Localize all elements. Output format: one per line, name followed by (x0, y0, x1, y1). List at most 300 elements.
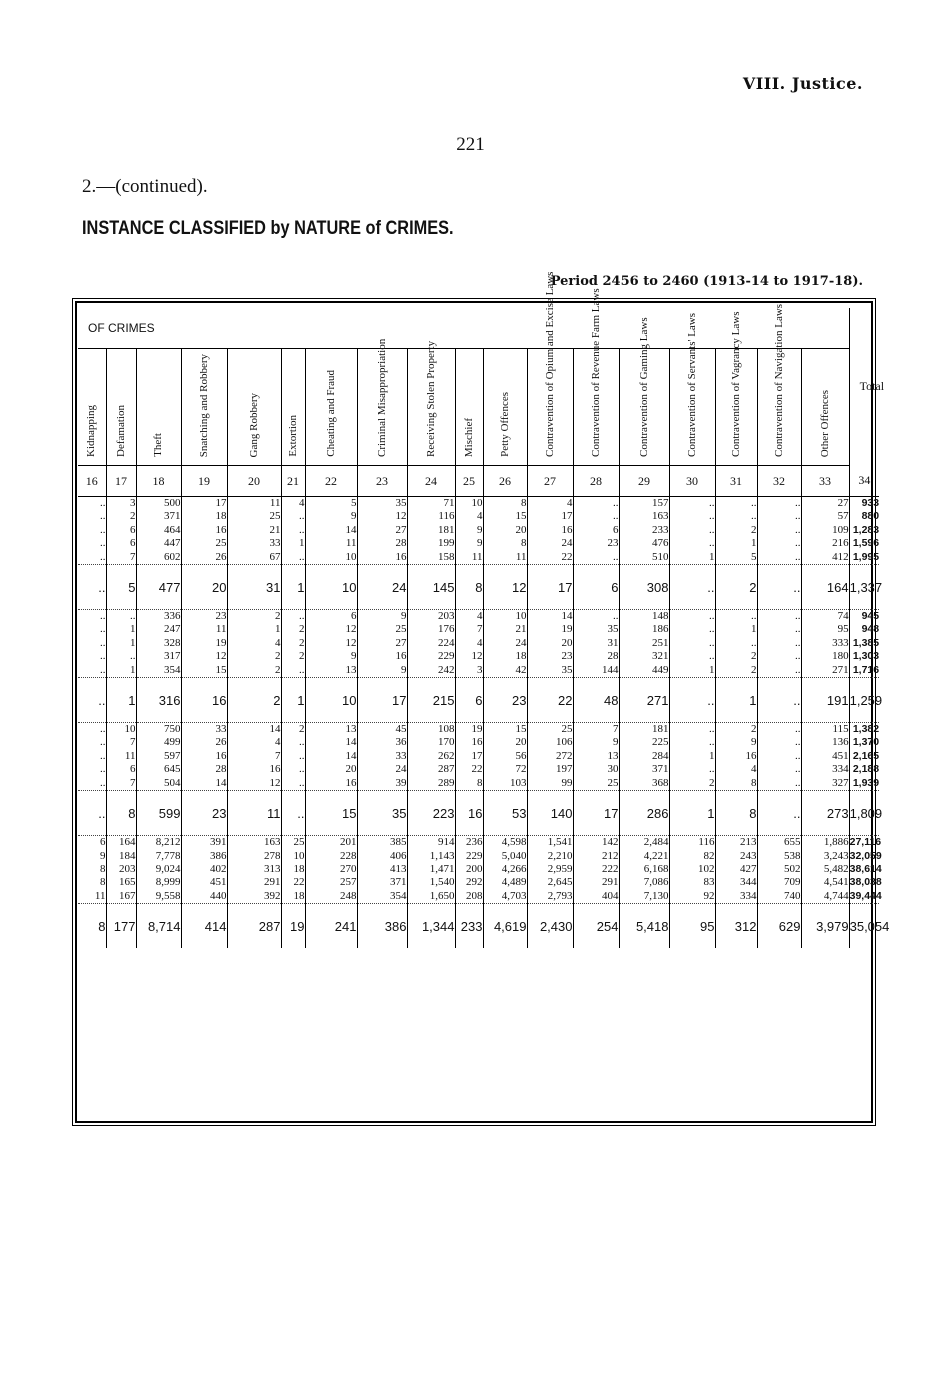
col-header-label: Contravention of Vagrancy Laws (729, 311, 742, 457)
group-label: OF CRIMES (78, 308, 849, 349)
col-number: 27 (527, 466, 573, 497)
data-cell (455, 723, 483, 791)
cell-value: 148 (652, 610, 669, 623)
col-header-label: Receiving Stolen Property (424, 340, 437, 457)
data-cell (136, 610, 181, 678)
cell-value: 25 (269, 510, 281, 523)
cell-value: 8 (521, 537, 527, 550)
cell-value: .. (100, 736, 106, 749)
cell-value: 142 (602, 836, 619, 849)
cell-value: 242 (438, 663, 455, 676)
data-cell (619, 836, 669, 904)
cell-value: 11 (345, 537, 357, 550)
data-cell (227, 497, 281, 565)
cell-value: 28 (395, 537, 407, 550)
summary-cell: .. (669, 565, 715, 610)
cell-value: 251 (652, 636, 669, 649)
data-cell (305, 836, 357, 904)
cell-value: 2 (299, 636, 305, 649)
col-header-contravention-of-servants-laws (669, 312, 715, 466)
summary-cell: 16 (181, 678, 227, 723)
cell-value: 2 (299, 723, 305, 736)
cell-value: 15 (515, 723, 527, 736)
summary-cell: 2,430 (527, 904, 573, 949)
cell-value: 8,999 (155, 876, 181, 889)
data-cell (78, 723, 106, 791)
cell-value: 212 (602, 849, 619, 862)
cell-value: 233 (652, 523, 669, 536)
cell-value: 176 (438, 623, 455, 636)
cell-value: 7 (477, 623, 483, 636)
col-header-mischief (455, 349, 483, 466)
cell-value: 12 (345, 636, 357, 649)
col-header-label: Other Offences (818, 389, 831, 457)
cell-value: 7 (275, 749, 281, 762)
cell-value: 4 (477, 610, 483, 623)
summary-cell: .. (78, 565, 106, 610)
cell-value: 284 (652, 749, 669, 762)
cell-value: .. (130, 610, 136, 623)
cell-value: 1,283 (852, 523, 880, 536)
cell-value: 4,744 (823, 889, 849, 902)
cell-value: 945 (861, 610, 880, 623)
cell-value: 144 (602, 663, 619, 676)
cell-value: 499 (164, 736, 181, 749)
cell-value: 6 (130, 537, 136, 550)
cell-value: .. (299, 749, 305, 762)
col-header-label: Kidnapping (85, 405, 98, 457)
summary-cell: 312 (715, 904, 757, 949)
cell-value: 1,541 (547, 836, 573, 849)
cell-value: 7 (613, 723, 619, 736)
summary-cell: 223 (407, 791, 455, 836)
cell-value: 28 (607, 650, 619, 663)
cell-value: 13 (607, 749, 619, 762)
cell-value: 170 (438, 736, 455, 749)
cell-value: 392 (264, 889, 281, 902)
cell-value: 2 (275, 650, 281, 663)
data-cell (407, 723, 455, 791)
cell-value: 1 (709, 749, 715, 762)
cell-value: 17 (471, 749, 483, 762)
cell-value: 19 (471, 723, 483, 736)
cell-value: .. (100, 510, 106, 523)
col-header-kidnapping (78, 349, 106, 466)
cell-value: 655 (784, 836, 801, 849)
summary-cell: 5 (106, 565, 136, 610)
summary-cell: 10 (305, 565, 357, 610)
section-title: VIII. Justice. (742, 74, 863, 93)
data-cell (715, 836, 757, 904)
summary-cell: 16 (455, 791, 483, 836)
summary-cell: 1 (669, 791, 715, 836)
cell-value: 10 (471, 497, 483, 509)
cell-value: 10 (124, 723, 136, 736)
summary-cell: 1,337 (849, 565, 879, 610)
data-cell (227, 610, 281, 678)
cell-value: 103 (510, 776, 527, 789)
cell-value: .. (709, 723, 715, 736)
cell-value: .. (100, 776, 106, 789)
cell-value: 451 (210, 876, 227, 889)
data-cell (619, 497, 669, 565)
summary-cell: 17 (357, 678, 407, 723)
cell-value: 2 (751, 663, 757, 676)
cell-value: 1,370 (852, 736, 880, 749)
summary-cell: 273 (801, 791, 849, 836)
cell-value: 247 (164, 623, 181, 636)
col-header-contravention-of-gaming-laws (619, 317, 669, 466)
cell-value: 99 (561, 776, 573, 789)
data-cell (357, 836, 407, 904)
cell-value: 14 (345, 523, 357, 536)
cell-value: 12 (215, 650, 227, 663)
total-header: Total (849, 308, 879, 466)
cell-value: 4,221 (643, 849, 669, 862)
cell-value: 2 (751, 723, 757, 736)
cell-value: 203 (119, 862, 136, 875)
cell-value: .. (795, 663, 801, 676)
col-header-label: Contravention of Revenue Farm Laws (589, 288, 602, 457)
cell-value: 645 (164, 763, 181, 776)
cell-value: 158 (438, 550, 455, 563)
summary-cell: 10 (305, 678, 357, 723)
cell-value: .. (709, 763, 715, 776)
summary-cell: 140 (527, 791, 573, 836)
col-header-label: Mischief (462, 417, 475, 457)
cell-value: 1 (275, 623, 281, 636)
summary-cell: 19 (281, 904, 305, 949)
cell-value: 14 (269, 723, 281, 736)
cell-value: 74 (837, 610, 849, 623)
cell-value: 1 (709, 663, 715, 676)
cell-value: 385 (390, 836, 407, 849)
cell-value: 9 (751, 736, 757, 749)
cell-value: 4 (275, 736, 281, 749)
col-header-theft (136, 349, 181, 466)
cell-value: 184 (119, 849, 136, 862)
cell-value: 354 (390, 889, 407, 902)
cell-value: 10 (293, 849, 305, 862)
cell-value: 200 (466, 862, 483, 875)
data-cell (669, 836, 715, 904)
cell-value: 5 (751, 550, 757, 563)
col-header-contravention-of-navigation-laws (757, 303, 801, 466)
cell-value: 9,024 (155, 862, 181, 875)
summary-cell: 316 (136, 678, 181, 723)
summary-row (78, 565, 879, 610)
summary-cell: 22 (527, 678, 573, 723)
cell-value: .. (709, 497, 715, 509)
col-header-contravention-of-revenue-farm-laws (573, 288, 619, 466)
cell-value: 7 (130, 736, 136, 749)
col-header-label: Defamation (114, 405, 127, 457)
cell-value: 10 (515, 610, 527, 623)
cell-value: 163 (264, 836, 281, 849)
cell-value: 4 (567, 497, 573, 509)
period-caption: Period 2456 to 2460 (1913-14 to 1917-18). (550, 274, 863, 289)
cell-value: 11 (215, 623, 227, 636)
col-number: 29 (619, 466, 669, 497)
cell-value: 9 (351, 510, 357, 523)
cell-value: 292 (466, 876, 483, 889)
data-cell (669, 610, 715, 678)
data-cell (357, 723, 407, 791)
summary-cell: 8 (106, 791, 136, 836)
data-cell (715, 497, 757, 565)
data-cell (801, 836, 849, 904)
summary-row (78, 678, 879, 723)
cell-value: 12 (269, 776, 281, 789)
cell-value: 447 (164, 537, 181, 550)
cell-value: .. (613, 497, 619, 509)
cell-value: 12 (345, 623, 357, 636)
cell-value: 1,886 (823, 836, 849, 849)
cell-value: .. (709, 736, 715, 749)
cell-value: 18 (215, 510, 227, 523)
cell-value: 4 (299, 497, 305, 509)
data-cell (757, 723, 801, 791)
cell-value: 14 (561, 610, 573, 623)
cell-value: 271 (832, 663, 849, 676)
data-cell (757, 610, 801, 678)
cell-value: .. (100, 650, 106, 663)
data-cell (573, 836, 619, 904)
cell-value: 27 (395, 523, 407, 536)
cell-value: 2 (299, 623, 305, 636)
cell-value: 163 (652, 510, 669, 523)
cell-value: 197 (556, 763, 573, 776)
cell-value: 270 (340, 862, 357, 875)
cell-value: 22 (561, 550, 573, 563)
cell-value: 11 (94, 889, 106, 902)
cell-value: 391 (210, 836, 227, 849)
cell-value: 229 (438, 650, 455, 663)
column-number-row (78, 466, 879, 497)
data-cell (483, 836, 527, 904)
cell-value: 4,598 (501, 836, 527, 849)
summary-cell: 286 (619, 791, 669, 836)
cell-value: 602 (164, 550, 181, 563)
summary-cell: 1 (281, 565, 305, 610)
cell-value: 10 (345, 550, 357, 563)
data-cell (455, 610, 483, 678)
col-number: 22 (305, 466, 357, 497)
col-header-defamation (106, 349, 136, 466)
col-number: 17 (106, 466, 136, 497)
cell-value: 328 (164, 636, 181, 649)
cell-value: 229 (466, 849, 483, 862)
cell-value: 13 (345, 663, 357, 676)
summary-cell: 629 (757, 904, 801, 949)
cell-value: .. (795, 550, 801, 563)
cell-value: 1 (130, 663, 136, 676)
summary-row (78, 904, 879, 949)
cell-value: 3,243 (823, 849, 849, 862)
data-cell (181, 723, 227, 791)
cell-value: 208 (466, 889, 483, 902)
summary-cell: 31 (227, 565, 281, 610)
col-header-contravention-of-opium-and-excise-laws (527, 271, 573, 466)
cell-value: 16 (215, 523, 227, 536)
cell-value: 327 (832, 776, 849, 789)
data-cell (801, 610, 849, 678)
data-cell (849, 723, 879, 791)
cell-value: 38,038 (849, 876, 882, 889)
data-cell (407, 610, 455, 678)
cell-value: 20 (515, 523, 527, 536)
col-header-label: Petty Offences (498, 392, 511, 457)
cell-value: 406 (390, 849, 407, 862)
data-cell (181, 610, 227, 678)
summary-cell: 145 (407, 565, 455, 610)
cell-value: 4,541 (823, 876, 849, 889)
col-header-label: Contravention of Servants' Laws (685, 312, 698, 457)
data-cell (106, 836, 136, 904)
summary-cell: 17 (573, 791, 619, 836)
cell-value: 9 (401, 610, 407, 623)
cell-value: 11 (515, 550, 527, 563)
data-cell (619, 610, 669, 678)
data-block-row (78, 836, 879, 904)
summary-cell: 254 (573, 904, 619, 949)
data-cell (619, 723, 669, 791)
cell-value: 6 (100, 836, 106, 849)
cell-value: 2,645 (547, 876, 573, 889)
cell-value: 164 (119, 836, 136, 849)
cell-value: 344 (740, 876, 757, 889)
cell-value: 2,484 (643, 836, 669, 849)
cell-value: .. (100, 537, 106, 550)
cell-value: .. (299, 776, 305, 789)
data-cell (407, 836, 455, 904)
cell-value: 27 (395, 636, 407, 649)
cell-value: 14 (345, 749, 357, 762)
data-cell (455, 836, 483, 904)
cell-value: 17 (215, 497, 227, 509)
cell-value: 157 (652, 497, 669, 509)
cell-value: 427 (740, 862, 757, 875)
summary-cell: 1 (281, 678, 305, 723)
cell-value: 368 (652, 776, 669, 789)
cell-value: 30 (607, 763, 619, 776)
data-cell (483, 497, 527, 565)
cell-value: 1,650 (429, 889, 455, 902)
cell-value: 248 (340, 889, 357, 902)
cell-value: 26 (215, 550, 227, 563)
cell-value: 287 (438, 763, 455, 776)
cell-value: 39 (395, 776, 407, 789)
data-cell (527, 497, 573, 565)
cell-value: .. (100, 623, 106, 636)
cell-value: 510 (652, 550, 669, 563)
cell-value: 25 (561, 723, 573, 736)
cell-value: 6 (130, 763, 136, 776)
col-number: 31 (715, 466, 757, 497)
cell-value: 18 (293, 889, 305, 902)
cell-value: 22 (293, 876, 305, 889)
cell-value: 116 (438, 510, 455, 523)
cell-value: 3 (130, 497, 136, 509)
cell-value: 289 (438, 776, 455, 789)
col-header-label: Cheating and Fraud (324, 370, 337, 457)
cell-value: 502 (784, 862, 801, 875)
data-cell (227, 723, 281, 791)
summary-cell: 48 (573, 678, 619, 723)
summary-cell: 4,619 (483, 904, 527, 949)
cell-value: 21 (515, 623, 527, 636)
cell-value: 57 (837, 510, 849, 523)
cell-value: .. (299, 610, 305, 623)
col-number: 30 (669, 466, 715, 497)
cell-value: .. (100, 610, 106, 623)
cell-value: 20 (345, 763, 357, 776)
cell-value: 6 (130, 523, 136, 536)
cell-value: 222 (602, 862, 619, 875)
data-cell (573, 610, 619, 678)
cell-value: 21 (269, 523, 281, 536)
col-number: 34 (849, 466, 879, 497)
cell-value: .. (100, 723, 106, 736)
col-header-gang-robbery (227, 349, 281, 466)
data-cell (78, 610, 106, 678)
cell-value: 538 (784, 849, 801, 862)
cell-value: 14 (345, 736, 357, 749)
cell-value: .. (709, 636, 715, 649)
summary-cell: 1,344 (407, 904, 455, 949)
cell-value: 500 (164, 497, 181, 509)
cell-value: .. (795, 650, 801, 663)
cell-value: 440 (210, 889, 227, 902)
cell-value: .. (299, 523, 305, 536)
data-cell (181, 836, 227, 904)
group-header-row (78, 308, 879, 349)
cell-value: 32,059 (849, 849, 882, 862)
data-cell (573, 497, 619, 565)
cell-value: 225 (652, 736, 669, 749)
data-cell (801, 723, 849, 791)
cell-value: 224 (438, 636, 455, 649)
summary-cell: 241 (305, 904, 357, 949)
cell-value: 2 (751, 650, 757, 663)
cell-value: 243 (740, 849, 757, 862)
data-cell (757, 836, 801, 904)
cell-value: 333 (832, 636, 849, 649)
col-number: 20 (227, 466, 281, 497)
col-number: 19 (181, 466, 227, 497)
cell-value: 27 (837, 497, 849, 509)
cell-value: 4,266 (501, 862, 527, 875)
cell-value: 1,385 (852, 636, 880, 649)
cell-value: 16 (395, 650, 407, 663)
cell-value: 203 (438, 610, 455, 623)
col-number: 33 (801, 466, 849, 497)
cell-value: .. (100, 636, 106, 649)
cell-value: .. (709, 610, 715, 623)
cell-value: 25 (607, 776, 619, 789)
col-header-label: Gang Robbery (247, 392, 260, 457)
cell-value: 709 (784, 876, 801, 889)
cell-value: 9,558 (155, 889, 181, 902)
summary-cell: .. (281, 791, 305, 836)
cell-value: 9 (477, 537, 483, 550)
summary-cell: .. (757, 791, 801, 836)
cell-value: 11 (471, 550, 483, 563)
cell-value: 24 (515, 636, 527, 649)
summary-cell: 191 (801, 678, 849, 723)
cell-value: .. (751, 610, 757, 623)
cell-value: 6 (351, 610, 357, 623)
